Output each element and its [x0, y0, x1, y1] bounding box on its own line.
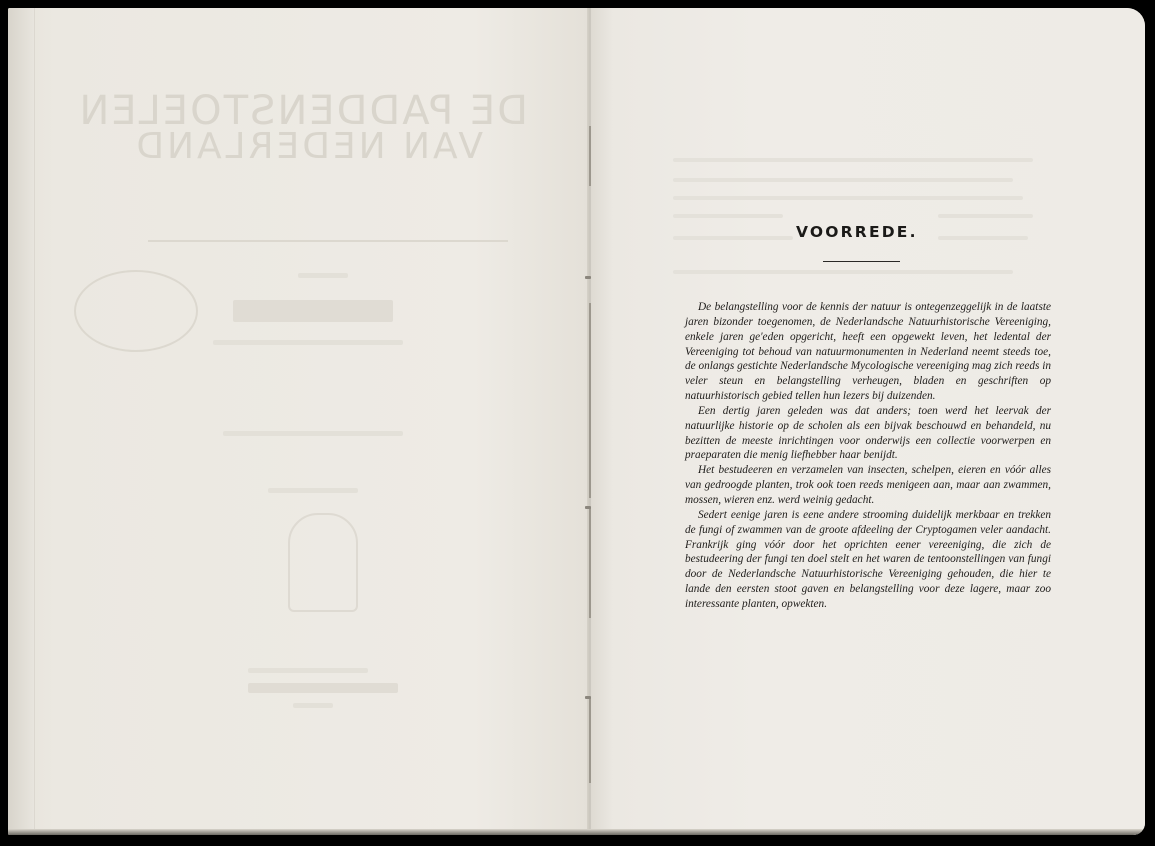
left-page-edge — [8, 8, 35, 835]
showthrough-line — [938, 214, 1033, 218]
showthrough-line — [268, 488, 358, 493]
showthrough-title-line1: DE PADDENSTOELEN — [77, 88, 528, 134]
showthrough-line — [673, 178, 1013, 182]
showthrough-emblem — [288, 513, 358, 612]
preface-paragraph-2: Een dertig jaren geleden was dat anders; toen werd het leervak der natuurlijke historie op de scholen als een bijvak beschouwd en behandeld, nu bezitten de meeste inrichtingen voor onderwijs een collectie voorwerpen en praeparaten die menig liefhebber haar benijdt. — [685, 404, 1051, 462]
open-book — [8, 8, 1145, 835]
showthrough-stamp — [74, 270, 198, 352]
showthrough-line — [673, 270, 1013, 274]
preface-heading: VOORREDE. — [796, 223, 918, 241]
left-page — [8, 8, 591, 835]
showthrough-line — [293, 703, 333, 708]
showthrough-line — [213, 340, 403, 345]
showthrough-line — [673, 236, 793, 240]
showthrough-rule — [148, 240, 508, 242]
showthrough-line — [223, 431, 403, 436]
preface-paragraph-1: De belangstelling voor de kennis der natuur is ontegenzeggelijk in de laatste jaren bizonder toegenomen, de Nederlandsche Natuurhistorische Vereeniging, enkele jaren ge'eden opgericht, heeft een opgewekt leven, het ledental der Vereeniging tot behoud van natuurmonumenten in Nederland neemt steeds toe, de onlangs gestichte Nederlandsche Mycologische vereeniging mag zich reeds in veler steun en belangstelling verheugen, bladen en geschriften op natuurhistorisch gebied tellen hun lezers bij duizenden. — [685, 301, 1051, 403]
showthrough-title-line2: VAN NEDERLAND — [133, 126, 483, 167]
showthrough-line — [673, 196, 1023, 200]
heading-rule — [823, 261, 900, 262]
bottom-edge — [8, 829, 1145, 835]
preface-paragraph-3: Het bestudeeren en verzamelen van insecten, schelpen, eieren en vóór alles van gedroogde planten, trok ook toen reeds menigeen aan, maar aan zwammen, mossen, wieren enz. werd weinig gedacht. — [685, 464, 1051, 506]
showthrough-line — [298, 273, 348, 278]
showthrough-line — [938, 236, 1028, 240]
preface-body — [685, 300, 1051, 612]
showthrough-line — [673, 158, 1033, 162]
showthrough-author — [233, 300, 393, 322]
preface-paragraph-4: Sedert eenige jaren is eene andere strooming duidelijk merkbaar en trekken de fungi of zwammen van de groote afdeeling der Cryptogamen veler aandacht. Frankrijk ging vóór door het oprichten eener vereeniging, die zich de bestudeering der fungi ten doel stelt en het waren de tentoonstellingen van fungi door de Nederlandsche Natuurhistorische Vereeniging gehouden, die hier te lande den eersten stoot gaven en belangstelling voor deze lagere, maar zoo interessante planten, opwekten. — [685, 508, 1051, 610]
showthrough-line — [673, 214, 783, 218]
showthrough-line — [248, 668, 368, 673]
showthrough-publisher — [248, 683, 398, 693]
